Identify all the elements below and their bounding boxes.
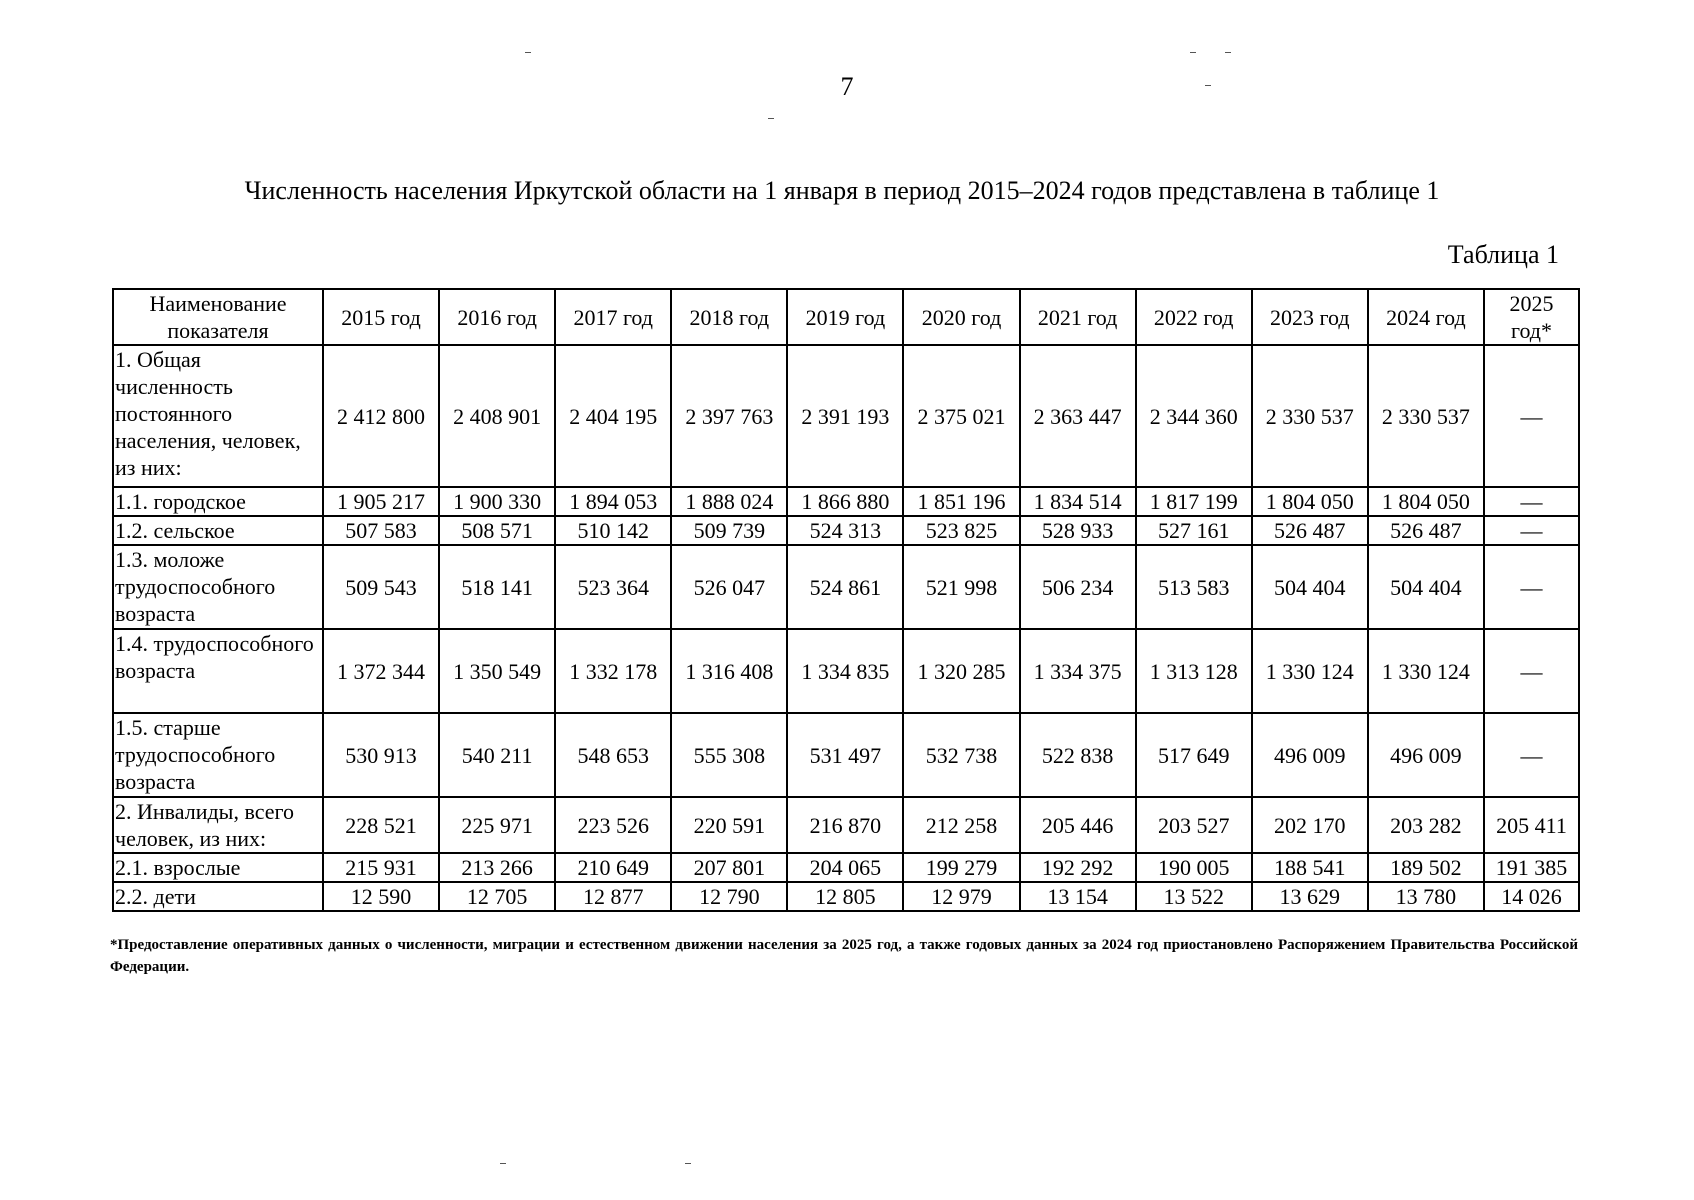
table-cell: 204 065 [787, 853, 903, 882]
table-cell: 530 913 [323, 713, 439, 797]
table-cell: 508 571 [439, 516, 555, 545]
scan-speck [1205, 85, 1211, 86]
table-cell: 220 591 [671, 797, 787, 853]
table-cell: 2 404 195 [555, 345, 671, 487]
column-header-year: 2020 год [903, 289, 1019, 345]
table-cell: 12 790 [671, 882, 787, 911]
table-cell: 1 894 053 [555, 487, 671, 516]
table-cell: 504 404 [1368, 545, 1484, 629]
population-table [112, 288, 1580, 912]
table-cell: 1 330 124 [1368, 629, 1484, 713]
column-header-year: 2018 год [671, 289, 787, 345]
row-label: 2.1. взрослые [113, 853, 323, 882]
table-cell: 522 838 [1020, 713, 1136, 797]
table-cell: 1 334 375 [1020, 629, 1136, 713]
row-label: 1.2. сельское [113, 516, 323, 545]
table-cell: 1 900 330 [439, 487, 555, 516]
scan-speck [1190, 52, 1196, 53]
table-cell: 510 142 [555, 516, 671, 545]
scan-speck [768, 118, 774, 119]
table-cell: — [1484, 545, 1579, 629]
table-cell: 215 931 [323, 853, 439, 882]
table-cell: 1 332 178 [555, 629, 671, 713]
table-cell: 2 330 537 [1252, 345, 1368, 487]
table-cell: 12 805 [787, 882, 903, 911]
column-header-year: 2025 год* [1484, 289, 1579, 345]
table-cell: 191 385 [1484, 853, 1579, 882]
table-cell: 2 375 021 [903, 345, 1019, 487]
table-cell: 12 705 [439, 882, 555, 911]
row-label: 1.4. трудоспособного возраста [113, 629, 323, 713]
table-cell: 523 825 [903, 516, 1019, 545]
table-caption: Таблица 1 [1447, 240, 1559, 269]
table-cell: — [1484, 713, 1579, 797]
table-cell: 1 372 344 [323, 629, 439, 713]
table-cell: 216 870 [787, 797, 903, 853]
table-cell: 13 780 [1368, 882, 1484, 911]
table-cell: 507 583 [323, 516, 439, 545]
table-cell: 188 541 [1252, 853, 1368, 882]
row-label: 2. Инвалиды, всего человек, из них: [113, 797, 323, 853]
table-cell: 12 877 [555, 882, 671, 911]
table-row [113, 345, 1579, 487]
table-cell: 190 005 [1136, 853, 1252, 882]
column-header-year: 2016 год [439, 289, 555, 345]
table-cell: — [1484, 345, 1579, 487]
table-cell: 192 292 [1020, 853, 1136, 882]
table-cell: 2 408 901 [439, 345, 555, 487]
table-cell: 531 497 [787, 713, 903, 797]
table-cell: 1 334 835 [787, 629, 903, 713]
scan-speck [525, 52, 531, 53]
row-label: 1.1. городское [113, 487, 323, 516]
column-header-year: 2015 год [323, 289, 439, 345]
table-cell: 509 739 [671, 516, 787, 545]
table-cell: 518 141 [439, 545, 555, 629]
table-cell: 13 154 [1020, 882, 1136, 911]
table-cell: 1 804 050 [1252, 487, 1368, 516]
intro-text: Численность населения Иркутской области на 1 января в период 2015–2024 годов представлена в таблице 1 [244, 176, 1440, 205]
table-cell: 527 161 [1136, 516, 1252, 545]
table-cell: 532 738 [903, 713, 1019, 797]
table-cell: 1 834 514 [1020, 487, 1136, 516]
table-cell: 506 234 [1020, 545, 1136, 629]
footnote: *Предоставление оперативных данных о численности, миграции и естественном движении населения за 2025 год, а также годовых данных за 2024 год приостановлено Распоряжением Правительства Российской Федерации. [110, 937, 1578, 975]
table-cell: — [1484, 629, 1579, 713]
table-cell: 12 979 [903, 882, 1019, 911]
table-cell: 1 866 880 [787, 487, 903, 516]
table-row [113, 713, 1579, 797]
table-row [113, 487, 1579, 516]
table-cell: 13 522 [1136, 882, 1252, 911]
table-cell: 225 971 [439, 797, 555, 853]
table-cell: 14 026 [1484, 882, 1579, 911]
table-cell: 523 364 [555, 545, 671, 629]
table-cell: 202 170 [1252, 797, 1368, 853]
table-cell: 223 526 [555, 797, 671, 853]
table-cell: 212 258 [903, 797, 1019, 853]
table-cell: 213 266 [439, 853, 555, 882]
table-cell: 548 653 [555, 713, 671, 797]
table-cell: 203 527 [1136, 797, 1252, 853]
table-cell: 517 649 [1136, 713, 1252, 797]
scan-speck [1225, 52, 1231, 53]
table-cell: 1 320 285 [903, 629, 1019, 713]
table-cell: 2 363 447 [1020, 345, 1136, 487]
table-cell: 496 009 [1368, 713, 1484, 797]
column-header-year: 2017 год [555, 289, 671, 345]
scan-speck [685, 1163, 691, 1164]
column-header-year: 2023 год [1252, 289, 1368, 345]
table-cell: 1 804 050 [1368, 487, 1484, 516]
table-row [113, 853, 1579, 882]
table-cell: 228 521 [323, 797, 439, 853]
table-cell: 210 649 [555, 853, 671, 882]
table-cell: 1 905 217 [323, 487, 439, 516]
table-cell: 13 629 [1252, 882, 1368, 911]
column-header-year: 2024 год [1368, 289, 1484, 345]
table-cell: 526 047 [671, 545, 787, 629]
table-cell: 189 502 [1368, 853, 1484, 882]
table-cell: 1 330 124 [1252, 629, 1368, 713]
table-cell: 2 344 360 [1136, 345, 1252, 487]
table-cell: 521 998 [903, 545, 1019, 629]
table-cell: 207 801 [671, 853, 787, 882]
table-cell: 496 009 [1252, 713, 1368, 797]
row-label: 1. Общая численность постоянного населения, человек, из них: [113, 345, 323, 487]
table-cell: 524 861 [787, 545, 903, 629]
table-cell: 2 391 193 [787, 345, 903, 487]
table-cell: 203 282 [1368, 797, 1484, 853]
table-cell: 504 404 [1252, 545, 1368, 629]
column-header-name: Наименование показателя [113, 289, 323, 345]
table-cell: 513 583 [1136, 545, 1252, 629]
table-cell: 555 308 [671, 713, 787, 797]
table-cell: — [1484, 516, 1579, 545]
row-label: 1.3. моложе трудоспособного возраста [113, 545, 323, 629]
page-number: 7 [840, 72, 854, 101]
row-label: 1.5. старше трудоспособного возраста [113, 713, 323, 797]
table-cell: 528 933 [1020, 516, 1136, 545]
column-header-year: 2019 год [787, 289, 903, 345]
scan-speck [500, 1163, 506, 1164]
table-cell: 1 350 549 [439, 629, 555, 713]
table-cell: 12 590 [323, 882, 439, 911]
table-row [113, 797, 1579, 853]
table-cell: 524 313 [787, 516, 903, 545]
table-row [113, 629, 1579, 713]
column-header-year: 2022 год [1136, 289, 1252, 345]
table-cell: 509 543 [323, 545, 439, 629]
table-cell: 1 316 408 [671, 629, 787, 713]
table-cell: 1 817 199 [1136, 487, 1252, 516]
table-cell: 205 411 [1484, 797, 1579, 853]
table-cell: 199 279 [903, 853, 1019, 882]
table-cell: — [1484, 487, 1579, 516]
table-cell: 540 211 [439, 713, 555, 797]
table-cell: 1 888 024 [671, 487, 787, 516]
table-row [113, 516, 1579, 545]
table-header-row [113, 289, 1579, 345]
table-cell: 526 487 [1368, 516, 1484, 545]
table-cell: 1 851 196 [903, 487, 1019, 516]
table-cell: 2 412 800 [323, 345, 439, 487]
table-cell: 2 397 763 [671, 345, 787, 487]
table-row [113, 882, 1579, 911]
row-label: 2.2. дети [113, 882, 323, 911]
table-cell: 205 446 [1020, 797, 1136, 853]
table-cell: 1 313 128 [1136, 629, 1252, 713]
table-cell: 2 330 537 [1368, 345, 1484, 487]
column-header-year: 2021 год [1020, 289, 1136, 345]
table-row [113, 545, 1579, 629]
table-cell: 526 487 [1252, 516, 1368, 545]
